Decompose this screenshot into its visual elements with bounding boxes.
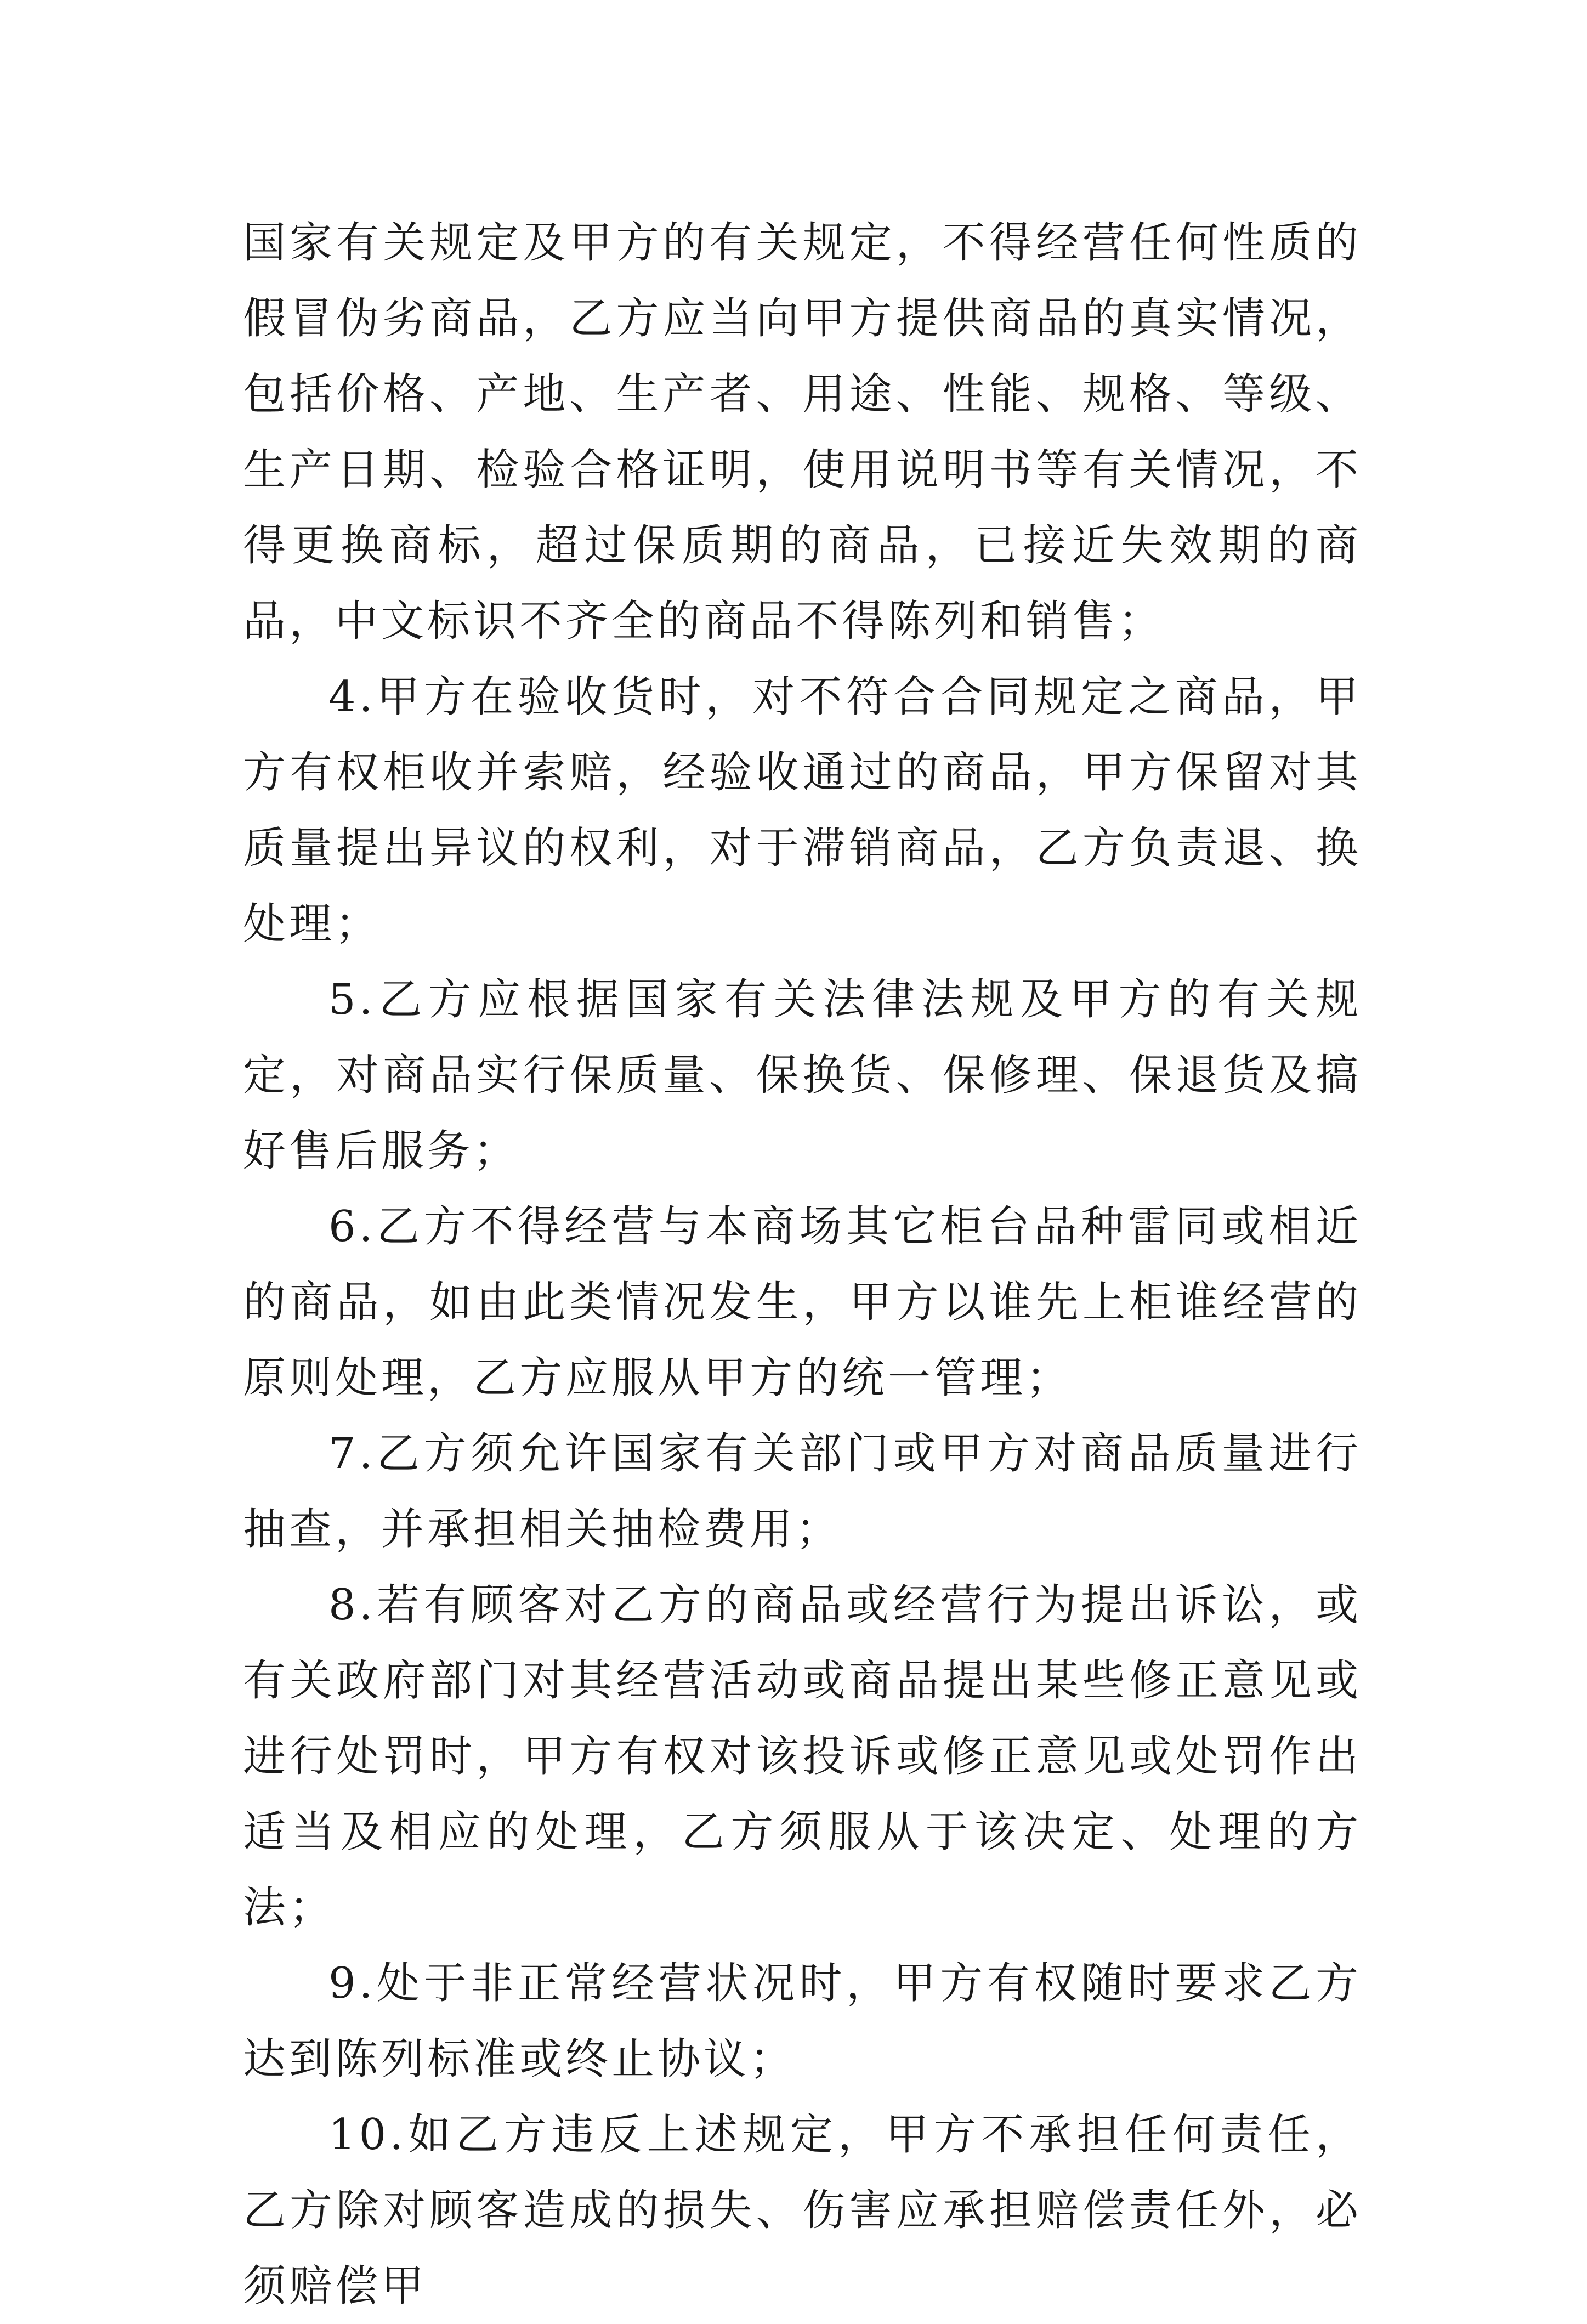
paragraph-clause-4: 4.甲方在验收货时，对不符合合同规定之商品，甲方有权柜收并索赔，经验收通过的商品，甲方保留对其质量提出异议的权利，对于滞销商品，乙方负责退、换处理； xyxy=(243,672,1362,949)
paragraph-clause-5: 5.乙方应根据国家有关法律法规及甲方的有关规定，对商品实行保质量、保换货、保修理、保退货及搞好售后服务； xyxy=(243,975,1362,1176)
paragraph-clause-7: 7.乙方须允许国家有关部门或甲方对商品质量进行抽查，并承担相关抽检费用； xyxy=(243,1429,1362,1554)
paragraph-clause-10: 10.如乙方违反上述规定，甲方不承担任何责任，乙方除对顾客造成的损失、伤害应承担赔偿责任外，必须赔偿甲 xyxy=(243,2110,1362,2311)
paragraph-clause-8: 8.若有顾客对乙方的商品或经营行为提出诉讼，或有关政府部门对其经营活动或商品提出某些修正意见或进行处罚时，甲方有权对该投诉或修正意见或处罚作出适当及相应的处理，乙方须服从于该决定、处理的方法； xyxy=(243,1580,1362,1932)
paragraph-clause-6: 6.乙方不得经营与本商场其它柜台品种雷同或相近的商品，如由此类情况发生，甲方以谁先上柜谁经营的原则处理，乙方应服从甲方的统一管理； xyxy=(243,1202,1362,1403)
paragraph-continuation: 国家有关规定及甲方的有关规定，不得经营任何性质的假冒伪劣商品，乙方应当向甲方提供商品的真实情况，包括价格、产地、生产者、用途、性能、规格、等级、生产日期、检验合格证明，使用说明书等有关情况，不得更换商标，超过保质期的商品，已接近失效期的商品，中文标识不齐全的商品不得陈列和销售； xyxy=(243,218,1362,646)
paragraph-clause-9: 9.处于非正常经营状况时，甲方有权随时要求乙方达到陈列标准或终止协议； xyxy=(243,1959,1362,2084)
document-body xyxy=(243,205,1362,2324)
